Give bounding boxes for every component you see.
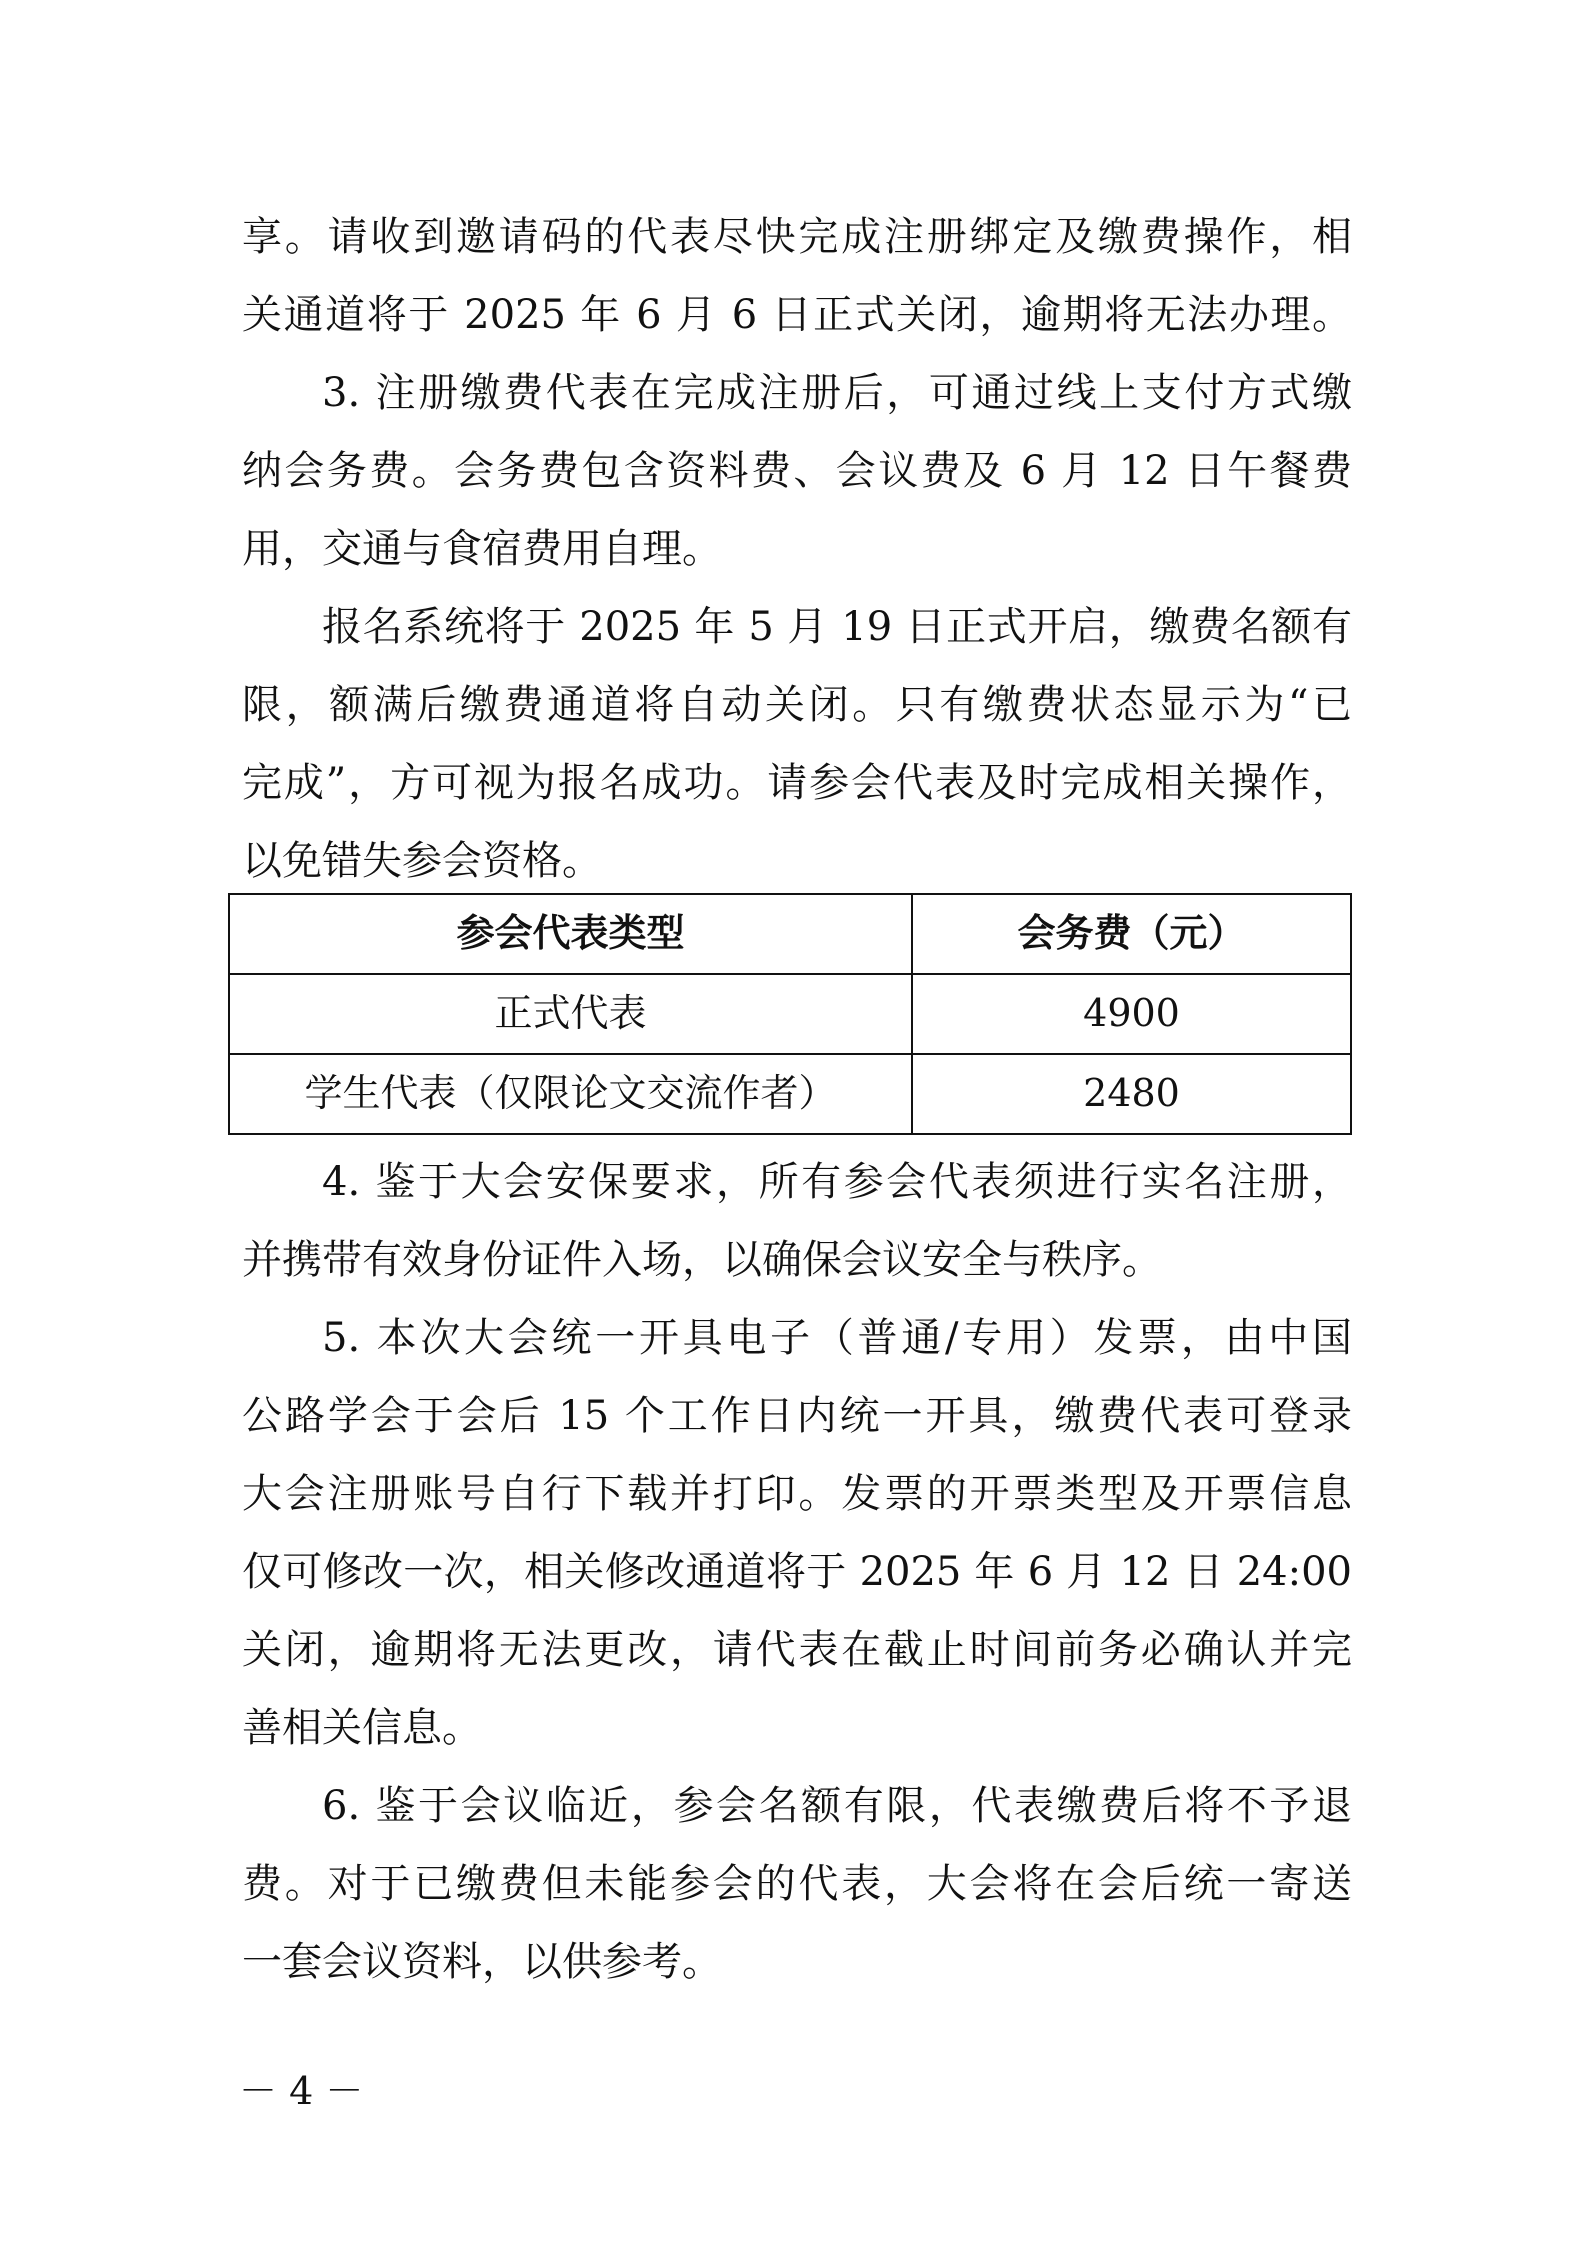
paragraph-line: 以免错失参会资格。 [242,838,602,884]
paragraph-line: 限，额满后缴费通道将自动关闭。只有缴费状态显示为“已 [242,682,1352,728]
paragraph-line: 3. 注册缴费代表在完成注册后，可通过线上支付方式缴 [322,370,1352,416]
paragraph-line: 完成”，方可视为报名成功。请参会代表及时完成相关操作， [242,760,1352,806]
paragraph-line: 纳会务费。会务费包含资料费、会议费及 6 月 12 日午餐费 [242,448,1352,494]
paragraph-line: 5. 本次大会统一开具电子（普通/专用）发票，由中国 [322,1315,1352,1361]
fee-header: 会务费（元） [912,894,1351,974]
paragraph-line: 关通道将于 2025 年 6 月 6 日正式关闭，逾期将无法办理。 [242,292,1352,338]
paragraph-line: 关闭，逾期将无法更改，请代表在截止时间前务必确认并完 [242,1627,1352,1673]
paragraph-line: 4. 鉴于大会安保要求，所有参会代表须进行实名注册， [322,1159,1352,1205]
fee-table [228,893,1350,1129]
page-number: － 4 － [239,2069,364,2113]
paragraph-line: 一套会议资料，以供参考。 [242,1939,722,1985]
paragraph-line: 6. 鉴于会议临近，参会名额有限，代表缴费后将不予退 [322,1783,1352,1829]
fee-cell: 4900 [912,974,1351,1054]
paragraph-line: 用，交通与食宿费用自理。 [242,526,722,572]
fee-table-header-row [229,894,1351,974]
paragraph-line: 享。请收到邀请码的代表尽快完成注册绑定及缴费操作，相 [242,214,1352,260]
paragraph-line: 善相关信息。 [242,1705,482,1751]
representative-type-cell: 学生代表（仅限论文交流作者） [229,1054,912,1134]
paragraph-line: 公路学会于会后 15 个工作日内统一开具，缴费代表可登录 [242,1393,1352,1439]
paragraph-line: 并携带有效身份证件入场，以确保会议安全与秩序。 [242,1237,1162,1283]
fee-cell: 2480 [912,1054,1351,1134]
table-row [229,974,1351,1054]
paragraph-line: 仅可修改一次，相关修改通道将于 2025 年 6 月 12 日 24:00 [242,1549,1352,1595]
fee-table-grid [228,893,1352,1135]
representative-type-cell: 正式代表 [229,974,912,1054]
paragraph-line: 报名系统将于 2025 年 5 月 19 日正式开启，缴费名额有 [322,604,1352,650]
representative-type-header: 参会代表类型 [229,894,912,974]
paragraph-line: 大会注册账号自行下载并打印。发票的开票类型及开票信息 [242,1471,1352,1517]
table-row [229,1054,1351,1134]
paragraph-line: 费。对于已缴费但未能参会的代表，大会将在会后统一寄送 [242,1861,1352,1907]
